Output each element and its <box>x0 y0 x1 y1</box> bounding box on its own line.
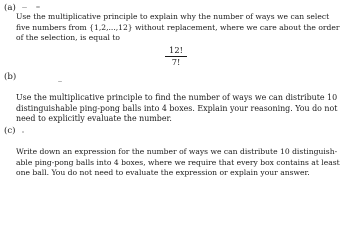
part-b-text <box>16 93 337 125</box>
scan-speck <box>22 131 24 133</box>
part-a-line-2: five numbers from {1,2,...,12} without replacement, where we care about the order <box>16 22 340 32</box>
part-a-line-3: of the selection, is equal to <box>16 33 120 43</box>
scan-speck <box>22 7 27 8</box>
part-b-line-2: distinguishable ping-pong balls into 4 boxes. Explain your reasoning. You do not <box>16 103 338 113</box>
part-c-line-2: able ping-pong balls into 4 boxes, where we require that every box contains at least <box>16 157 340 167</box>
fraction-numerator: 12! <box>169 45 183 55</box>
part-b-label: (b) <box>4 72 17 82</box>
part-b-line-3: need to explicitly evaluate the number. <box>16 114 172 124</box>
part-a-fraction <box>163 46 189 67</box>
fraction-denominator: 7! <box>171 57 181 67</box>
part-a-text <box>16 12 340 44</box>
part-c-line-1: Write down an expression for the number of ways we can distribute 10 distinguish- <box>16 147 338 156</box>
part-a-line-1: Use the multiplicative principle to explain why the number of ways we can select <box>16 12 330 21</box>
scan-speck <box>58 81 62 82</box>
part-a-label: (a) <box>4 3 16 13</box>
part-c-label: (c) <box>4 126 16 136</box>
part-c-text <box>16 147 340 179</box>
part-c-line-3: one ball. You do not need to evaluate the expression or explain your answer. <box>16 168 310 178</box>
part-b-line-1: Use the multiplicative principle to find the number of ways we can distribute 10 <box>16 93 338 102</box>
scan-speck <box>36 6 40 8</box>
